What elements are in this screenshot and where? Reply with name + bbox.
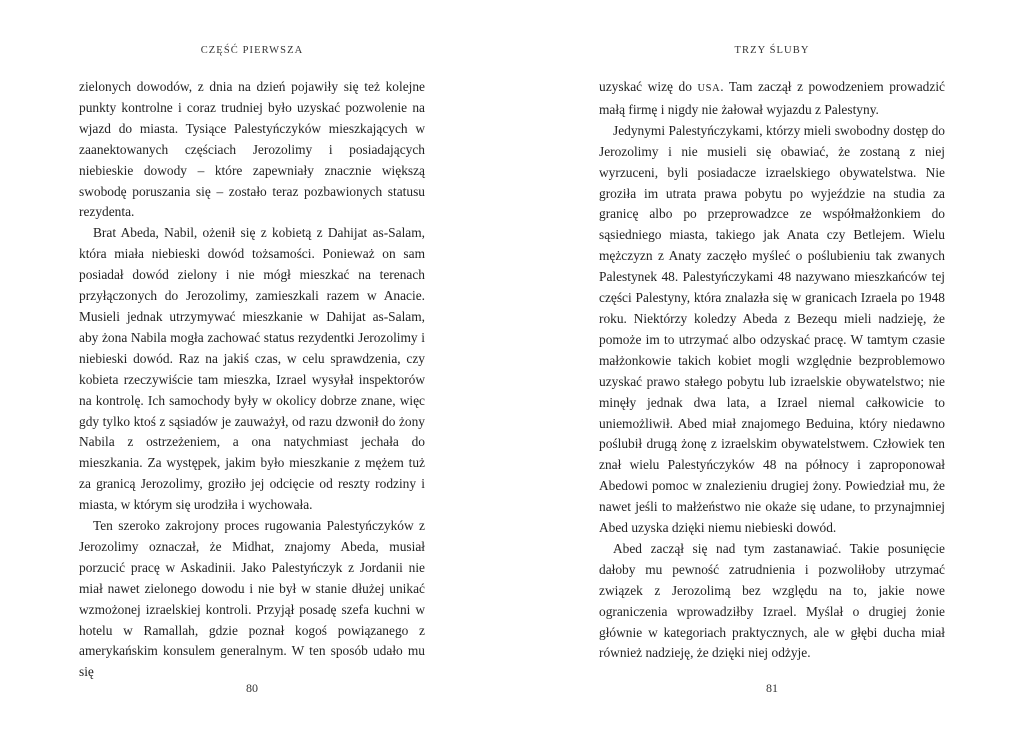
page-number-left: 80 <box>246 681 258 695</box>
abbreviation-usa: USA <box>697 83 721 94</box>
right-paragraph-1-start: uzyskać wizę do <box>599 79 698 94</box>
left-paragraph-1: zielonych dowodów, z dnia na dzień pojawiły się też kolejne punkty kontrolne i coraz trudniej było uzyskać pozwolenie na wjazd do miasta. Tysiące Palestyńczyków mieszkających w zaanektowanych częściach Jerozolimy i posiadających niebieskie dowody – które zapewniały znacznie większą swobodę poruszania się – zostało teraz pozbawionych statusu rezydenta. <box>79 79 425 220</box>
right-page-text <box>599 77 945 664</box>
running-head-left: CZĘŚĆ PIERWSZA <box>200 45 304 56</box>
left-paragraph-3: Ten szeroko zakrojony proces rugowania Palestyńczyków z Jerozolimy oznaczał, że Midhat, znajomy Abeda, musiał porzucić pracę w Askadinii. Jako Palestyńczyk z Jordanii nie miał nawet zielonego dowodu i nie był w stanie dłużej unikać wzmożonej izraelskiej kontroli. Przyjął posadę szefa kuchni w hotelu w Ramallah, gdzie poznał kogoś powiązanego z amerykańskim konsulem generalnym. W ten sposób udało mu się <box>79 518 425 680</box>
left-page-text <box>79 77 425 683</box>
left-page <box>79 0 425 749</box>
right-paragraph-3: Abed zaczął się nad tym zastanawiać. Takie posunięcie dałoby mu pewność zatrudnienia i pozwoliłoby utrzymać związek z Jerozolimą bez względu na to, jakie nowe ograniczenia wprowadziłby Izrael. Myślał o drugiej żonie głównie w kategoriach praktycznych, ale w głębi ducha miał również nadzieję, że dzięki niej odżyje. <box>599 540 945 661</box>
right-page <box>599 0 945 749</box>
left-paragraph-2: Brat Abeda, Nabil, ożenił się z kobietą z Dahijat as-Salam, która miała niebieski dowód tożsamości. Ponieważ on sam posiadał dowód zielony i nie mógł mieszkać na terenach przyłączonych do Jerozolimy, zamieszkali razem w Anacie. Musieli jednak utrzymywać mieszkanie w Dahijat as-Salam, aby żona Nabila mogła zachować status rezydentki Jerozolimy i niebieski dowód. Raz na jakiś czas, w celu sprawdzenia, czy kobieta rzeczywiście tam mieszka, Izrael wysyłał inspektorów na kontrolę. Ich samochody były w okolicy dobrze znane, więc gdy tylko ktoś z sąsiadów je zauważył, od razu dzwonił do żony Nabila z ostrzeżeniem, a ona natychmiast jechała do mieszkania. Za występek, jakim było mieszkanie z mężem tuż za granicą Jerozolimy, groziło jej odcięcie od reszty rodziny i miasta, w którym się urodziła i wychowała. <box>79 225 425 513</box>
right-paragraph-1 <box>599 77 945 121</box>
right-paragraph-1-end: . Tam zaczął z powodzeniem prowadzić małą firmę i nigdy nie żałował wyjazdu z Palestyny. <box>599 79 945 117</box>
page-number-right: 81 <box>766 681 778 695</box>
running-head-right: TRZY ŚLUBY <box>734 45 810 56</box>
right-paragraph-2: Jedynymi Palestyńczykami, którzy mieli swobodny dostęp do Jerozolimy i nie musieli się obawiać, że zostaną z niej wyrzuceni, byli posiadacze izraelskiego obywatelstwa. Nie groziła im utrata prawa pobytu po wyjeździe na studia za granicę albo po przeprowadzce ze współmałżonkiem do sąsiedniego miasta, takiego jak Anata czy Betlejem. Wielu mężczyzn z Anaty zaczęło myśleć o poślubieniu tak zwanych Palestynek 48. Palestyńczykami 48 nazywano mieszkańców tej części Palestyny, która znalazła się w granicach Izraela po 1948 roku. Niektórzy koledzy Abeda z Bezequ mieli nadzieję, że pomoże im to utrzymać albo odzyskać pracę. W tamtym czasie małżonkowie takich kobiet mogli względnie bezproblemowo uzyskać prawo stałego pobytu lub izraelskie obywatelstwo; nie minęły jednak dwa lata, a Izrael niemal całkowicie to uniemożliwił. Abed miał znajomego Beduina, który niedawno poślubił drugą żonę z izraelskim obywatelstwem. Człowiek ten znał wielu Palestyńczyków 48 na północy i zaproponował Abedowi pomoc w znalezieniu drugiej żony. Powiedział mu, że nawet jeśli to małżeństwo nie okaże się udane, to przynajmniej Abed uzyska dzięki niemu niebieski dowód. <box>599 122 945 536</box>
